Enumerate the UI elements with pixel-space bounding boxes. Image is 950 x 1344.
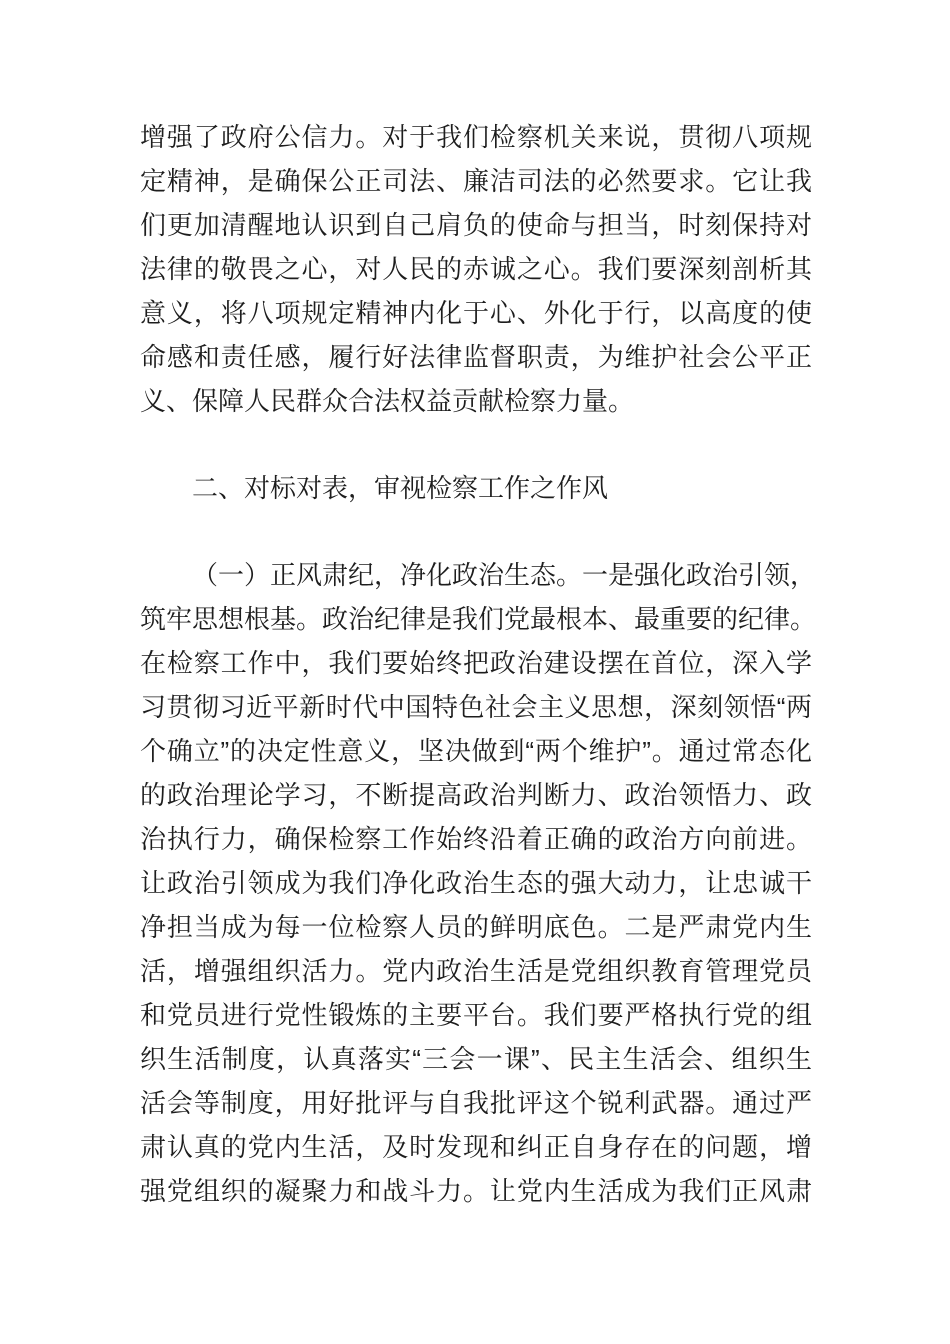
document-content bbox=[140, 115, 817, 1256]
heading-line: 二、对标对表，审视检察工作之作风 bbox=[192, 473, 609, 503]
text-line: 强党组织的凝聚力和战斗力。让党内生活成为我们正风肃 bbox=[140, 1176, 812, 1206]
text-line: 的政治理论学习，不断提高政治判断力、政治领悟力、政 bbox=[140, 780, 812, 810]
text-line: 们更加清醒地认识到自己肩负的使命与担当，时刻保持对 bbox=[140, 210, 812, 240]
text-line: 法律的敬畏之心，对人民的赤诚之心。我们要深刻剖析其 bbox=[140, 254, 812, 284]
text-line: 义、保障人民群众合法权益贡献检察力量。 bbox=[140, 386, 635, 416]
text-line: 增强了政府公信力。对于我们检察机关来说，贯彻八项规 bbox=[140, 122, 812, 152]
text-line: 个确立”的决定性意义，坚决做到“两个维护”。通过常态化 bbox=[140, 736, 812, 766]
text-line: 活会等制度，用好批评与自我批评这个锐利武器。通过严 bbox=[140, 1088, 812, 1118]
text-line: 意义，将八项规定精神内化于心、外化于行，以高度的使 bbox=[140, 298, 812, 328]
text-line: 织生活制度，认真落实“三会一课”、民主生活会、组织生 bbox=[140, 1044, 812, 1074]
text-line: 肃认真的党内生活，及时发现和纠正自身存在的问题，增 bbox=[140, 1132, 812, 1162]
text-line: 习贯彻习近平新时代中国特色社会主义思想，深刻领悟“两 bbox=[140, 692, 812, 722]
text-line: 治执行力，确保检察工作始终沿着正确的政治方向前进。 bbox=[140, 824, 812, 854]
text-line: 净担当成为每一位检察人员的鲜明底色。二是严肃党内生 bbox=[140, 912, 812, 942]
text-line: （一）正风肃纪，净化政治生态。一是强化政治引领， bbox=[192, 560, 817, 590]
text-line: 命感和责任感，履行好法律监督职责，为维护社会公平正 bbox=[140, 342, 812, 372]
text-line: 定精神，是确保公正司法、廉洁司法的必然要求。它让我 bbox=[140, 166, 812, 196]
text-line: 活，增强组织活力。党内政治生活是党组织教育管理党员 bbox=[140, 956, 812, 986]
text-line: 筑牢思想根基。政治纪律是我们党最根本、最重要的纪律。 bbox=[140, 604, 817, 634]
section-heading bbox=[140, 466, 812, 510]
text-line: 在检察工作中，我们要始终把政治建设摆在首位，深入学 bbox=[140, 648, 812, 678]
paragraph-continuation bbox=[140, 115, 812, 423]
text-line: 让政治引领成为我们净化政治生态的强大动力，让忠诚干 bbox=[140, 868, 812, 898]
text-line: 和党员进行党性锻炼的主要平台。我们要严格执行党的组 bbox=[140, 1000, 812, 1030]
paragraph-body bbox=[140, 553, 817, 1213]
